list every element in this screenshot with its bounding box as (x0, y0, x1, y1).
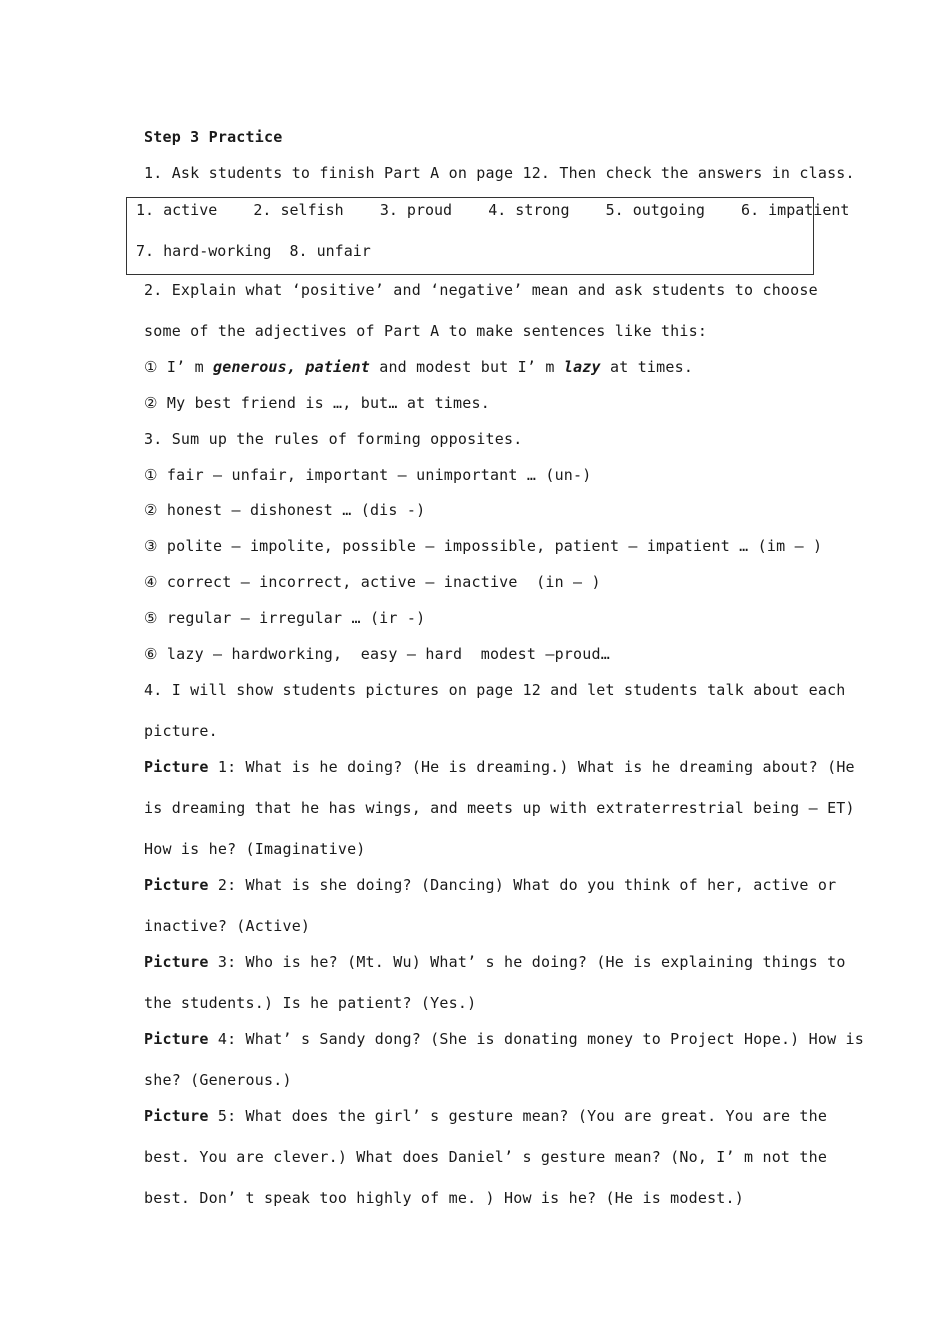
instruction-3: 3. Sum up the rules of forming opposites. (144, 430, 523, 448)
picture-number: 1 (208, 758, 228, 776)
picture-text: : What does the girl’ s gesture mean? (You are great. You are the (227, 1107, 828, 1125)
example-sentence-2: ② My best friend is …, but… at times. (144, 394, 490, 412)
picture-number: 3 (208, 953, 228, 971)
instruction-2-line-1: 2. Explain what ‘positive’ and ‘negative’ mean and ask students to choose (144, 281, 818, 299)
example-1-word-generous: generous, (213, 358, 297, 376)
picture-1-line-3: How is he? (Imaginative) (144, 840, 366, 858)
picture-label: Picture (144, 953, 209, 971)
answer-row-2: 7. hard-working 8. unfair (136, 242, 371, 260)
picture-3-line-2: the students.) Is he patient? (Yes.) (144, 994, 477, 1012)
picture-number: 4 (208, 1030, 228, 1048)
picture-1-line-1 (144, 758, 855, 776)
picture-text: : What is he doing? (He is dreaming.) What is he dreaming about? (He (227, 758, 855, 776)
picture-number: 5 (208, 1107, 228, 1125)
picture-3-line-1 (144, 953, 846, 971)
example-1-word-patient: patient (305, 358, 370, 376)
section-heading: Step 3 Practice (144, 128, 283, 146)
example-sentence-1 (144, 358, 808, 376)
picture-number: 2 (208, 876, 228, 894)
example-1-end: at times. (600, 358, 694, 376)
picture-2-line-1 (144, 876, 837, 894)
picture-label: Picture (144, 1030, 209, 1048)
picture-label: Picture (144, 876, 209, 894)
example-1-prefix: ① I’ m (144, 358, 214, 376)
picture-4-line-1 (144, 1030, 865, 1048)
example-1-space (296, 358, 305, 376)
picture-5-line-1 (144, 1107, 828, 1125)
picture-label: Picture (144, 758, 209, 776)
opposite-rule-4: ④ correct – incorrect, active – inactive (in – ) (144, 573, 601, 591)
answer-row-1: 1. active 2. selfish 3. proud 4. strong 5. outgoing 6. impatient (136, 201, 850, 219)
opposite-rule-3: ③ polite – impolite, possible – impossible, patient – impatient … (im – ) (144, 537, 823, 555)
picture-text: : What is she doing? (Dancing) What do you think of her, active or (227, 876, 837, 894)
answer-box (126, 197, 850, 275)
instruction-4-line-1: 4. I will show students pictures on page 12 and let students talk about each (144, 681, 846, 699)
opposite-rule-5: ⑤ regular – irregular … (ir -) (144, 609, 426, 627)
picture-4-line-2: she? (Generous.) (144, 1071, 292, 1089)
picture-1-line-2: is dreaming that he has wings, and meets up with extraterrestrial being – ET) (144, 799, 855, 817)
picture-5-line-2: best. You are clever.) What does Daniel’ s gesture mean? (No, I’ m not the (144, 1148, 828, 1166)
instruction-4-line-2: picture. (144, 722, 218, 740)
example-1-middle: and modest but I’ m (369, 358, 564, 376)
opposite-rule-6: ⑥ lazy – hardworking, easy – hard modest –proud… (144, 645, 610, 663)
opposite-rule-1: ① fair – unfair, important – unimportant … (un-) (144, 466, 592, 484)
instruction-1: 1. Ask students to finish Part A on page 12. Then check the answers in class. (144, 164, 855, 182)
opposite-rule-2: ② honest – dishonest … (dis -) (144, 501, 426, 519)
example-1-word-lazy: lazy (563, 358, 601, 376)
picture-text: : Who is he? (Mt. Wu) What’ s he doing? (He is explaining things to (227, 953, 846, 971)
picture-label: Picture (144, 1107, 209, 1125)
picture-text: : What’ s Sandy dong? (She is donating money to Project Hope.) How is (227, 1030, 865, 1048)
picture-2-line-2: inactive? (Active) (144, 917, 311, 935)
picture-5-line-3: best. Don’ t speak too highly of me. ) How is he? (He is modest.) (144, 1189, 744, 1207)
instruction-2-line-2: some of the adjectives of Part A to make sentences like this: (144, 322, 708, 340)
